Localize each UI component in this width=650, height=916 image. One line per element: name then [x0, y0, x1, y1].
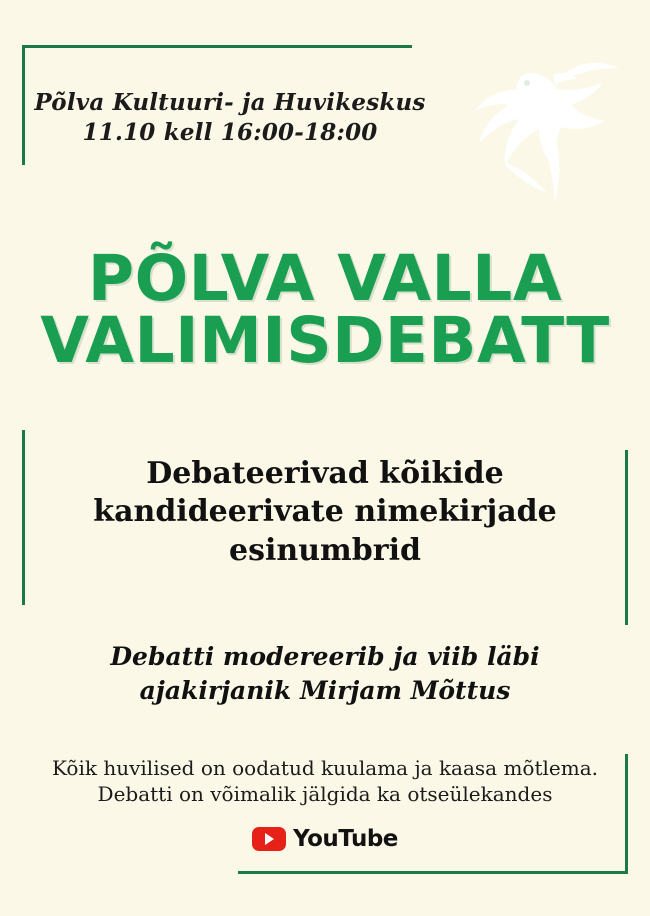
- youtube-play-icon: [252, 827, 286, 851]
- top-rule-decoration: [22, 45, 412, 48]
- youtube-badge: [0, 826, 650, 852]
- datetime-text: 11.10 kell 16:00-18:00: [82, 119, 378, 147]
- left-middle-rule-decoration: [22, 430, 25, 605]
- attendance-note: [15, 755, 635, 808]
- hummingbird-icon: [435, 55, 620, 220]
- event-header: [0, 88, 460, 149]
- note-line-2: Debatti on võimalik jälgida ka otseülekandes: [97, 782, 553, 807]
- bottom-rule-decoration: [238, 871, 628, 874]
- youtube-label: YouTube: [293, 826, 398, 852]
- subtitle-text: Debateerivad kõikide kandideerivate nimekirjade esinumbrid: [93, 456, 557, 568]
- title-line-1: PÕLVA VALLA: [87, 242, 563, 315]
- note-line-1: Kõik huvilised on oodatud kuulama ja kaasa mõtlema.: [52, 756, 598, 780]
- title-line-2: VALIMISDEBATT: [40, 304, 610, 378]
- venue-text: Põlva Kultuuri- ja Huvikeskus: [34, 89, 426, 116]
- page-title: [0, 242, 650, 378]
- right-middle-rule-decoration: [625, 450, 628, 625]
- moderator-text: Debatti modereerib ja viib läbi ajakirjanik Mirjam Mõttus: [110, 642, 540, 705]
